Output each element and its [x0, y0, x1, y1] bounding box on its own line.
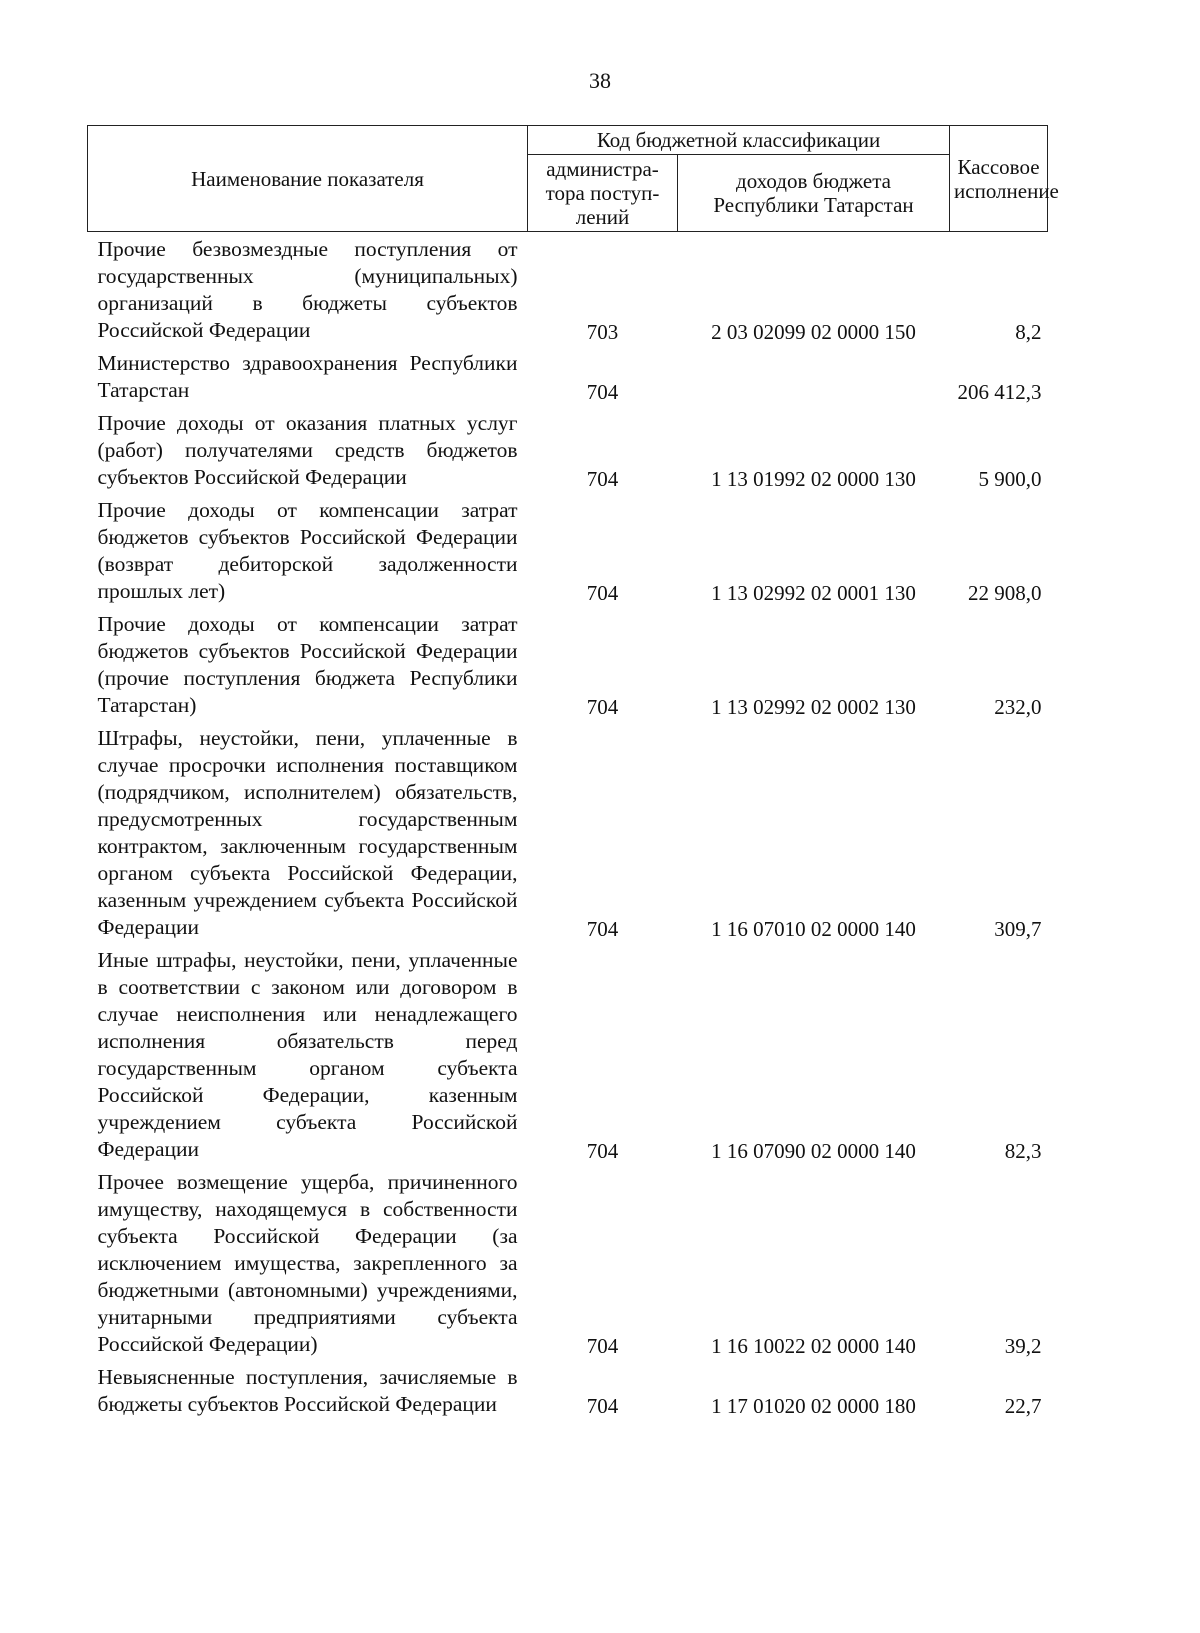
row-value: 5 900,0: [978, 467, 1042, 491]
row-admin: 704: [586, 917, 619, 941]
row-code: 1 16 10022 02 0000 140: [711, 1334, 916, 1358]
row-value: 8,2: [1015, 320, 1042, 344]
table-row: [88, 721, 1048, 943]
row-admin: 703: [586, 320, 619, 344]
header-value: Кассовое исполнение: [950, 126, 1048, 232]
row-code: 2 03 02099 02 0000 150: [711, 320, 916, 344]
row-admin: 704: [586, 695, 619, 719]
page-number: 38: [589, 68, 611, 93]
row-name: Прочие доходы от компенсации затрат бюджетов субъектов Российской Федерации (прочие поступления бюджета Республики Татарстан): [97, 612, 518, 717]
table-row: [88, 346, 1048, 406]
row-name: Прочие доходы от оказания платных услуг (работ) получателями средств бюджетов субъектов Российской Федерации: [97, 411, 518, 489]
row-value: 309,7: [994, 917, 1042, 941]
row-name: Министерство здравоохранения Республики Татарстан: [97, 351, 518, 402]
row-code: 1 13 01992 02 0000 130: [711, 467, 916, 491]
row-value: 206 412,3: [957, 380, 1042, 404]
table-row: [88, 406, 1048, 493]
row-code: 1 13 02992 02 0001 130: [711, 581, 916, 605]
row-admin: 704: [586, 581, 619, 605]
row-code: 1 13 02992 02 0002 130: [711, 695, 916, 719]
row-name: Прочее возмещение ущерба, причиненного имуществу, находящемуся в собственности субъекта Российской Федерации (за исключением имущества, закрепленного за бюджетными (автономными) учреждениями, унитарными предприятиями субъекта Российской Федерации): [97, 1170, 518, 1356]
row-value: 82,3: [1004, 1139, 1042, 1163]
row-name: Иные штрафы, неустойки, пени, уплаченные в соответствии с законом или договором в случае неисполнения или ненадлежащего исполнения обязательств перед государственным органом субъекта Российской Федерации, казенным учреждением субъекта Российской Федерации: [97, 948, 518, 1161]
row-name: Прочие безвозмездные поступления от государственных (муниципальных) организаций в бюджеты субъектов Российской Федерации: [97, 237, 518, 342]
header-name: Наименование показателя: [88, 126, 528, 232]
header-code: доходов бюджета Республики Татарстан: [678, 155, 950, 232]
row-admin: 704: [586, 380, 619, 404]
header-group: Код бюджетной классификации: [528, 126, 950, 155]
row-admin: 704: [586, 1139, 619, 1163]
table-row: [88, 607, 1048, 721]
row-value: 22,7: [1004, 1394, 1042, 1418]
budget-table: [87, 125, 1059, 1420]
row-admin: 704: [586, 1334, 619, 1358]
row-value: 39,2: [1004, 1334, 1042, 1358]
table-row: [88, 1165, 1048, 1360]
row-admin: 704: [586, 1394, 619, 1418]
row-code: 1 17 01020 02 0000 180: [711, 1394, 916, 1418]
row-name: Штрафы, неустойки, пени, уплаченные в случае просрочки исполнения поставщиком (подрядчиком, исполнителем) обязательств, предусмотренных государственным контрактом, заключенным государственным органом субъекта Российской Федерации, казенным учреждением субъекта Российской Федерации: [97, 726, 518, 939]
table-row: [88, 943, 1048, 1165]
row-code: 1 16 07010 02 0000 140: [711, 917, 916, 941]
table-row: [88, 1360, 1048, 1420]
row-value: 232,0: [994, 695, 1042, 719]
row-value: 22 908,0: [968, 581, 1042, 605]
row-name: Невыясненные поступления, зачисляемые в бюджеты субъектов Российской Федерации: [97, 1365, 518, 1416]
header-admin: администра-тора поступ-лений: [528, 155, 678, 232]
table-body: [88, 232, 1048, 1421]
row-admin: 704: [586, 467, 619, 491]
table-row: [88, 493, 1048, 607]
row-name: Прочие доходы от компенсации затрат бюджетов субъектов Российской Федерации (возврат дебиторской задолженности прошлых лет): [97, 498, 518, 603]
row-code: 1 16 07090 02 0000 140: [711, 1139, 916, 1163]
table-header: [88, 126, 1059, 232]
row-code: [678, 346, 950, 406]
table-row: [88, 232, 1048, 347]
